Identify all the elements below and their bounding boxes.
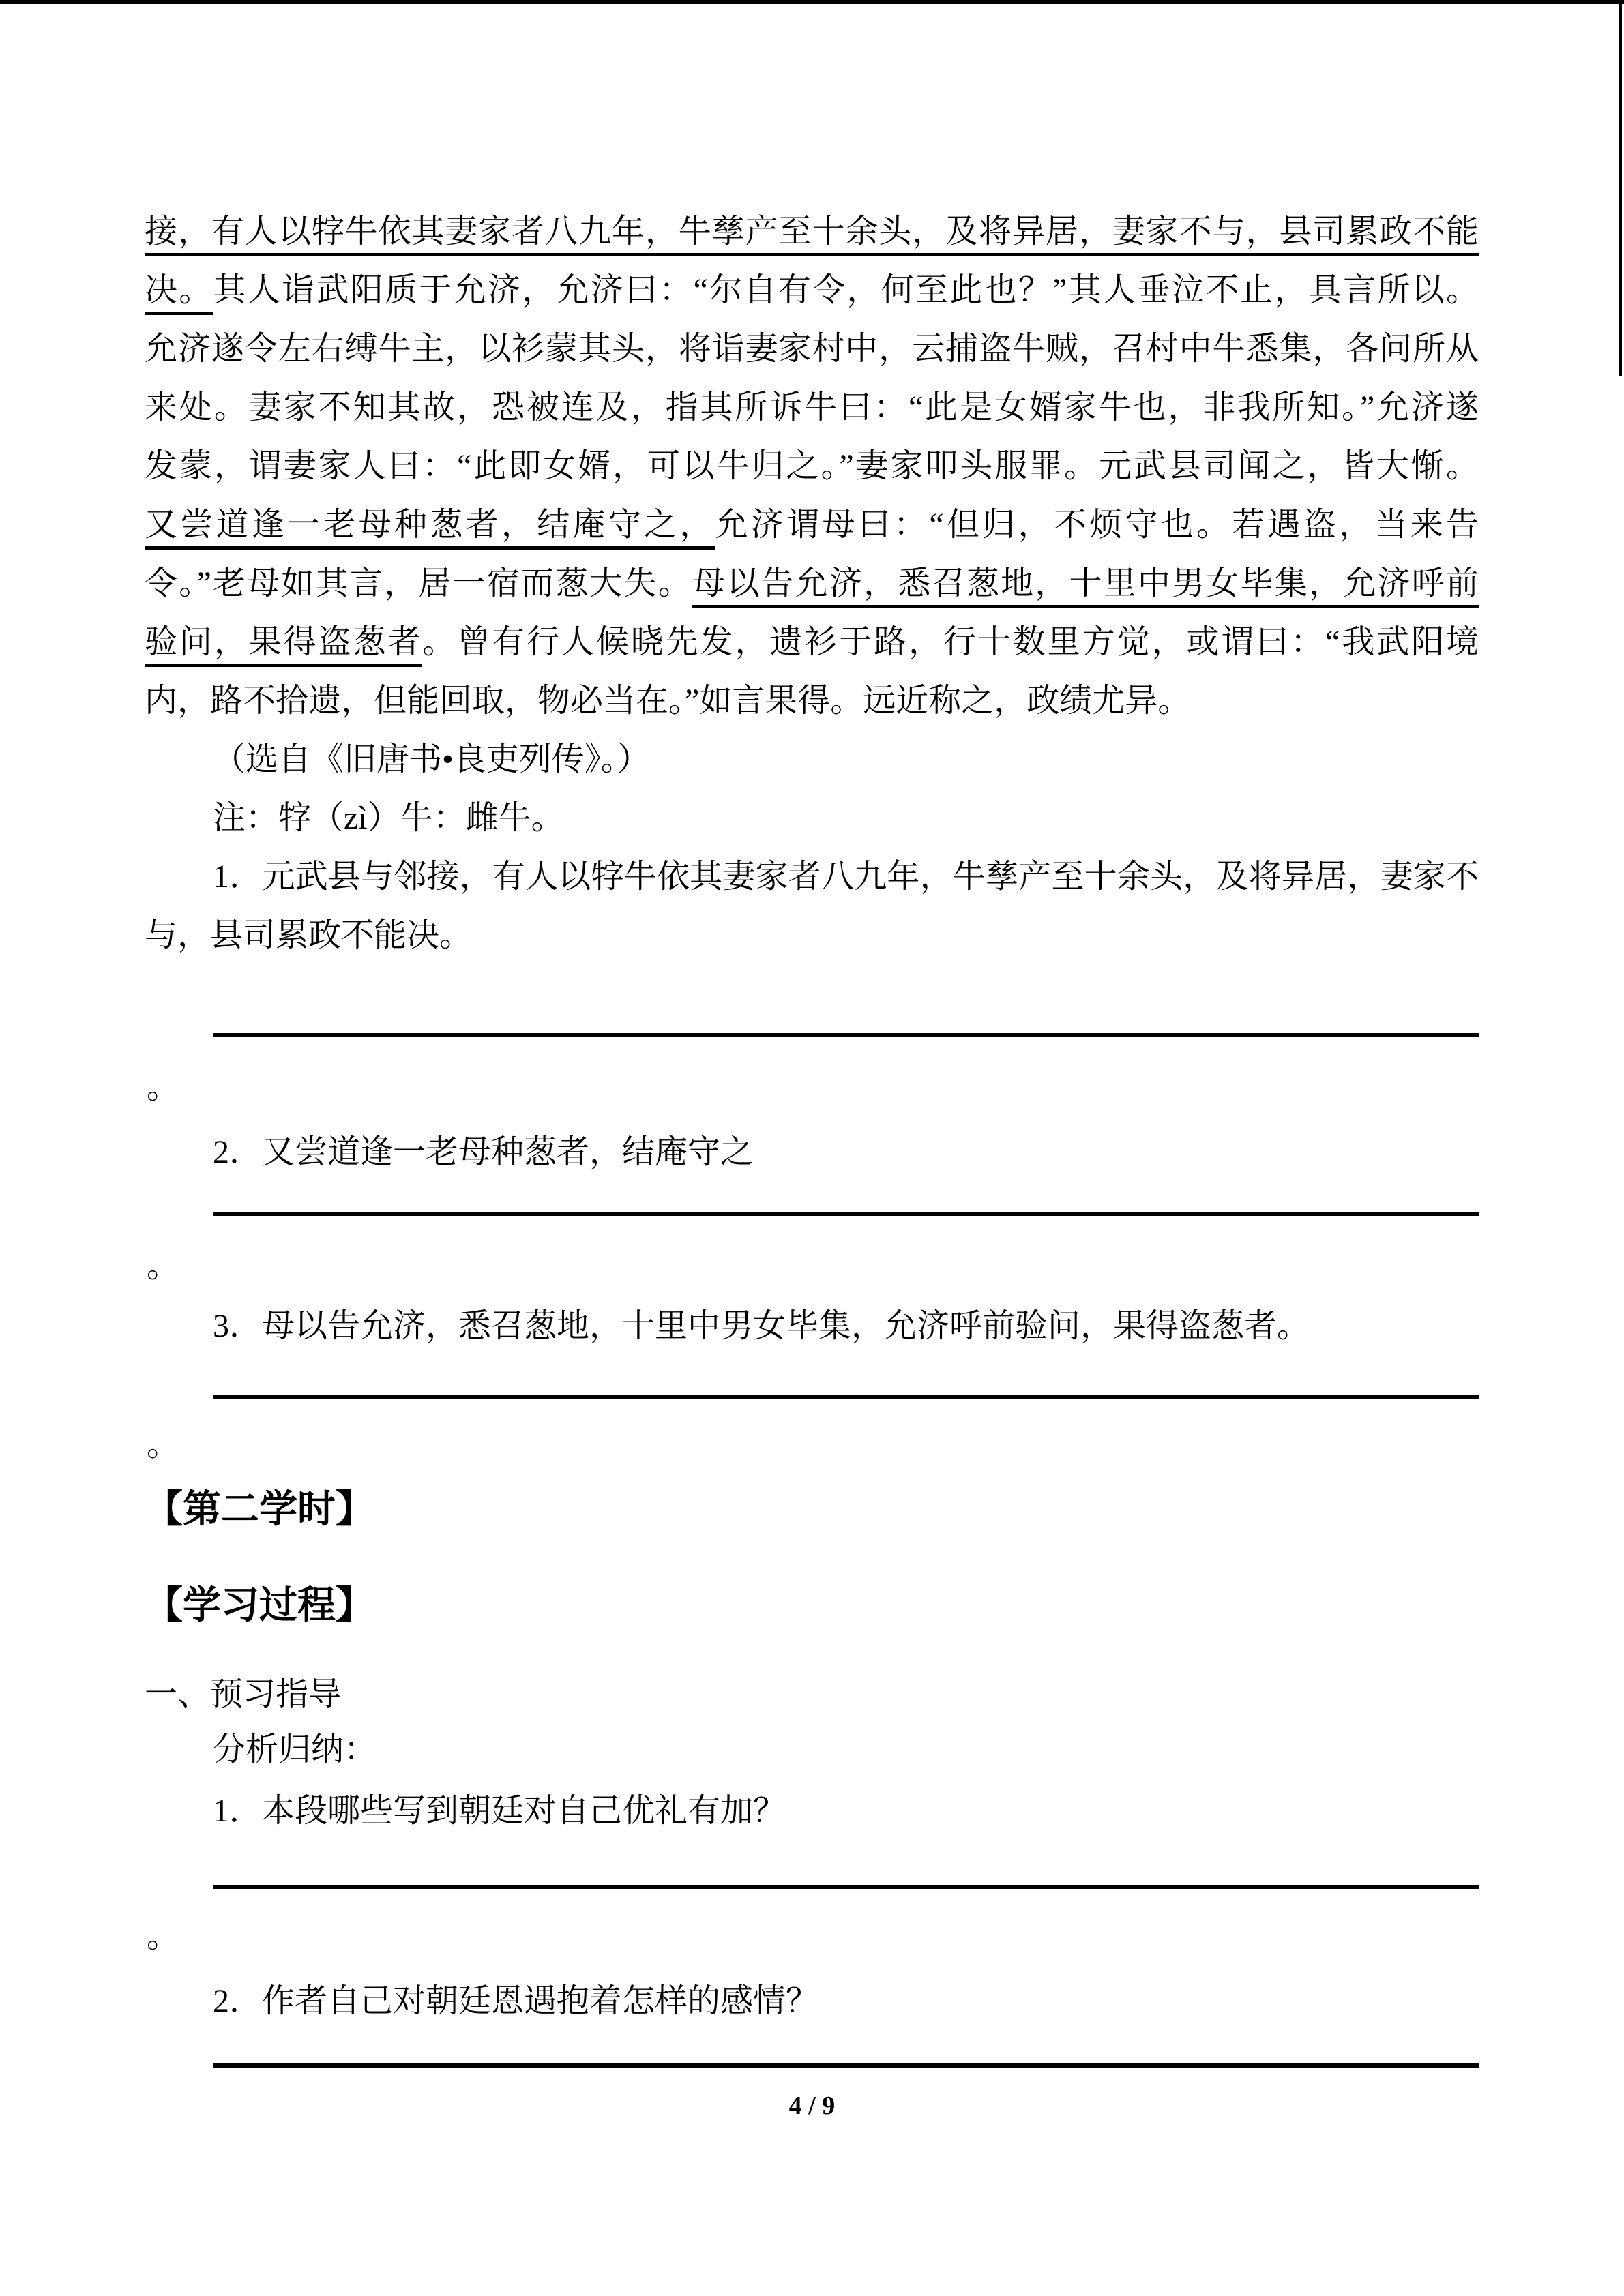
passage-text: 内，路不拾遗，但能回取，物必当在。”如言果得。远近称之，政绩尤异。 <box>145 683 1191 719</box>
scan-border-top <box>0 0 1624 4</box>
question-3: 3．母以告允济，悉召葱地，十里中男女毕集，允济呼前验问，果得盗葱者。 <box>213 1308 1310 1344</box>
process-heading: 【学习过程】 <box>145 1583 374 1626</box>
passage-line <box>145 554 1479 613</box>
answer-blank-line <box>213 1033 1479 1037</box>
underlined-text: 验问，果得盗葱者 <box>145 624 422 667</box>
answer-blank-line <box>213 1212 1479 1216</box>
underlined-text: 母以告允济，悉召葱地，十里中男女毕集，允济呼前 <box>692 565 1479 608</box>
scan-border-right <box>1619 0 1622 376</box>
passage-line <box>145 672 1479 730</box>
passage-text: 发蒙，谓妻家人曰：“此即女婿，可以牛归之。”妻家叩头服罪。元武县司闻之，皆大惭。 <box>145 448 1479 484</box>
passage-line <box>145 378 1479 437</box>
question-2: 2．又尝道逢一老母种葱者，结庵守之 <box>213 1134 754 1170</box>
analyze-label: 分析归纳： <box>213 1731 377 1768</box>
passage-line <box>145 320 1479 378</box>
source-attribution: （选自《旧唐书•良吏列传》。） <box>213 741 650 777</box>
passage-text: 来处。妻家不知其故，恐被连及，指其所诉牛曰：“此是女婿家牛也，非我所知。”允济遂 <box>145 389 1479 426</box>
underlined-text: 接，有人以牸牛依其妻家者八九年，牛孳产至十余头，及将异居，妻家不与，县司累政不能 <box>145 213 1479 256</box>
session-heading: 【第二学时】 <box>145 1487 374 1530</box>
review-question-2: 2．作者自己对朝廷恩遇抱着怎样的感情？ <box>213 1983 819 2019</box>
review-question-1: 1．本段哪些写到朝廷对自己优礼有加？ <box>213 1793 786 1829</box>
page-number: 4 / 9 <box>788 2091 836 2120</box>
passage-line <box>145 203 1479 261</box>
answer-blank-line <box>213 1395 1479 1399</box>
passage-line <box>145 261 1479 320</box>
passage-text: 令。”老母如其言，居一宿而葱大失。 <box>145 565 693 601</box>
passage-line <box>145 437 1479 496</box>
passage-paragraph <box>145 203 1479 965</box>
underlined-text: 又尝道逢一老母种葱者，结庵守之， <box>145 507 715 550</box>
question-1-continuation: 与，县司累政不能决。 <box>145 917 473 953</box>
note-line: 注：牸（zì）牛：雌牛。 <box>213 800 564 836</box>
answer-period: 。 <box>147 1427 180 1463</box>
answer-period: 。 <box>147 1248 180 1284</box>
underlined-text: 决。 <box>145 272 213 315</box>
answer-period: 。 <box>147 1918 180 1954</box>
passage-text: 允济遂令左右缚牛主，以衫蒙其头，将诣妻家村中，云捕盗牛贼，召村中牛悉集，各问所从 <box>145 331 1479 367</box>
question-1: 1．元武县与邻接，有人以牸牛依其妻家者八九年，牛孳产至十余头，及将异居，妻家不 <box>213 859 1479 895</box>
answer-period: 。 <box>147 1069 180 1105</box>
passage-text: 其人诣武阳质于允济，允济曰：“尔自有令，何至此也？”其人垂泣不止，具言所以。 <box>213 272 1479 308</box>
answer-blank-line <box>213 2063 1479 2068</box>
passage-line <box>145 496 1479 554</box>
guide-section-label: 一、预习指导 <box>145 1676 342 1712</box>
passage-line <box>145 613 1479 672</box>
answer-blank-line <box>213 1885 1479 1889</box>
passage-text: 允济谓母曰：“但归，不烦守也。若遇盗，当来告 <box>715 507 1479 543</box>
passage-text: 。曾有行人候晓先发，遗衫于路，行十数里方觉，或谓曰：“我武阳境 <box>422 624 1479 660</box>
